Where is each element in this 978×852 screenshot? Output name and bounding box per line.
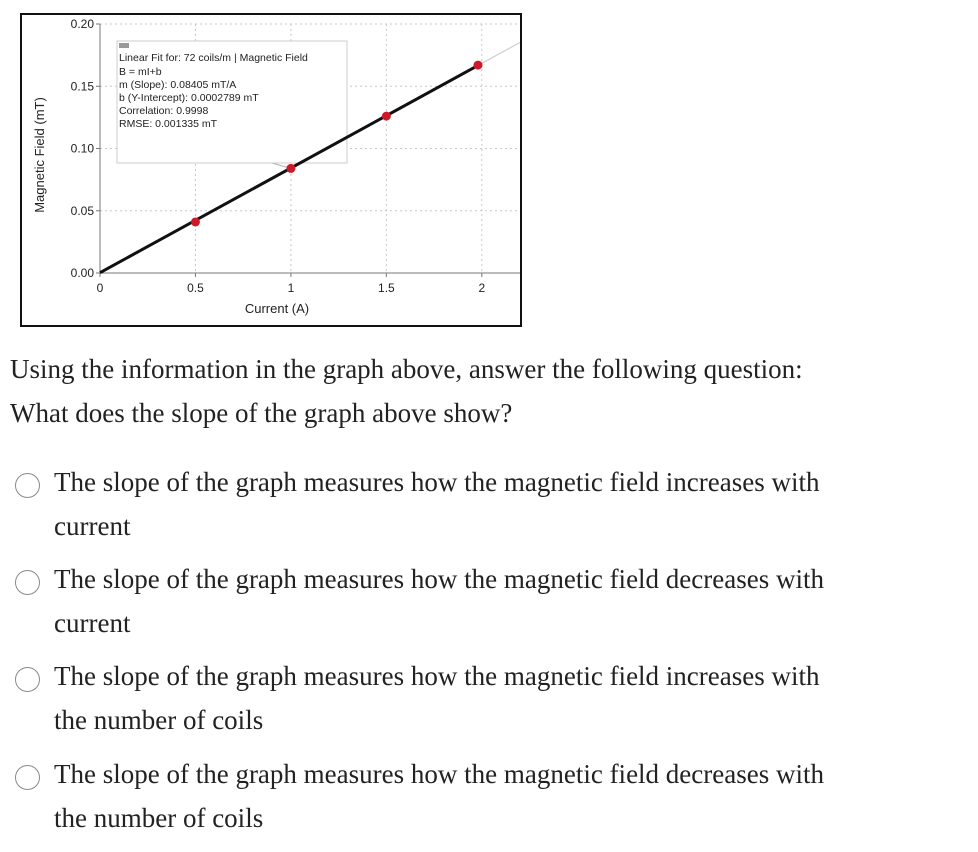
answer-option-4[interactable] [10,752,960,844]
y-tick-label-1: 0.05 [70,203,94,218]
option-3-line-1: The slope of the graph measures how the magnetic field increases with [54,661,820,691]
option-3-line-2: the number of coils [54,705,264,735]
radio-button-2[interactable] [15,570,40,595]
data-point-2 [382,112,391,121]
x-tick-label-0: 0 [96,281,104,295]
y-axis-label: Magnetic Field (mT) [32,97,47,213]
annotation-handle-icon [119,43,129,48]
fit-extension-line [478,42,520,65]
data-point-0 [191,217,200,226]
y-tick-label-2: 0.10 [70,141,94,156]
x-tick-label-1: 0.5 [187,281,204,295]
annotation-line-0: B = mI+b [119,66,162,78]
x-axis-label: Current (A) [244,301,310,316]
y-tick-label-3: 0.15 [70,79,94,94]
radio-button-1[interactable] [15,473,40,498]
x-tick-label-2: 1 [287,281,295,295]
annotation-line-4: RMSE: 0.001335 mT [119,118,218,130]
annotation-line-3: Correlation: 0.9998 [119,105,209,117]
question-text: What does the slope of the graph above show? [10,398,513,428]
option-1-line-1: The slope of the graph measures how the magnetic field increases with [54,467,820,497]
chart-frame [20,13,522,327]
x-tick-label-4: 2 [478,281,486,295]
annotation-line-1: m (Slope): 0.08405 mT/A [119,79,237,91]
annotation-title: Linear Fit for: 72 coils/m | Magnetic Field [119,52,308,64]
answer-option-3[interactable] [10,654,960,746]
magnetic-field-chart [22,15,520,325]
option-1-line-2: current [54,511,131,541]
option-4-line-2: the number of coils [54,803,264,833]
y-tick-label-4: 0.20 [70,17,94,31]
question-prompt: Using the information in the graph above, answer the following question: [10,354,803,384]
answer-option-1[interactable] [10,460,960,552]
option-4-line-1: The slope of the graph measures how the magnetic field decreases with [54,759,824,789]
radio-button-3[interactable] [15,667,40,692]
y-tick-label-0: 0.00 [70,266,94,280]
data-point-1 [286,164,295,173]
radio-button-4[interactable] [15,765,40,790]
option-2-line-2: current [54,608,131,638]
data-point-3 [474,61,483,70]
x-tick-label-3: 1.5 [378,281,395,295]
annotation-line-2: b (Y-Intercept): 0.0002789 mT [119,92,259,104]
answer-option-2[interactable] [10,557,960,649]
option-2-line-1: The slope of the graph measures how the magnetic field decreases with [54,564,824,594]
